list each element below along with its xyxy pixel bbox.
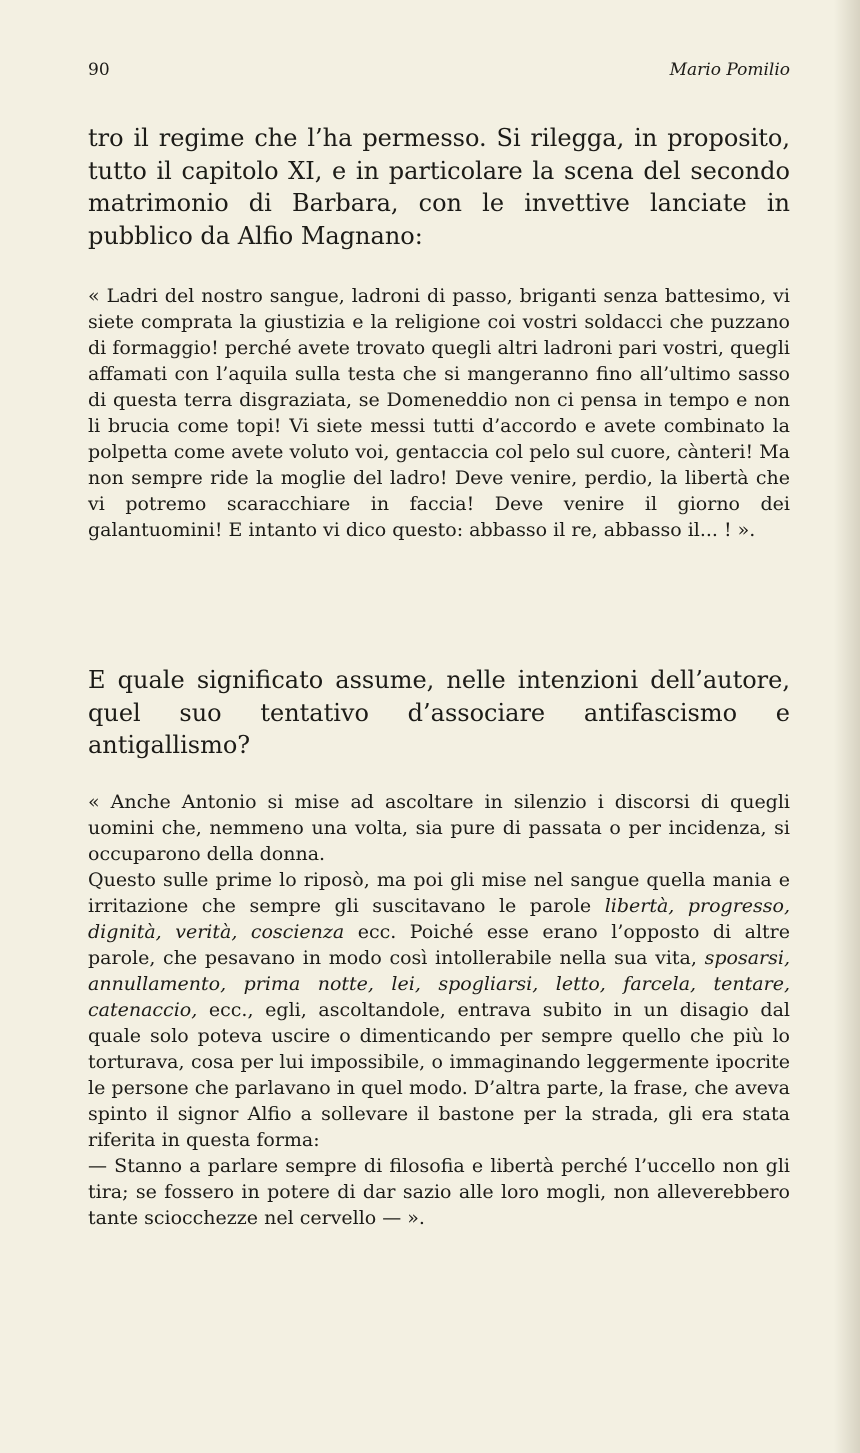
page-edge-shadow <box>834 0 860 1453</box>
block-quote-2-part-1: « Anche Antonio si mise ad ascoltare in silenzio i discorsi di quegli uomini che, nemmeno una volta, sia pure di passata o per incidenza, si occuparono della donna. <box>88 791 790 865</box>
quote-2-end: ecc., egli, ascoltandole, entrava subito in un disagio dal quale solo poteva uscire o dimenticando per sempre quello che più lo torturava, cosa per lui impossibile, o immaginando leggermente ipocrite le persone che parlavano in quel modo. D’altra parte, la frase, che aveva spinto il signor Alfio a sollevare il bastone per la strada, gli era stata riferita in questa forma: <box>88 999 790 1151</box>
block-quote-2-part-3: — Stanno a parlare sempre di filosofia e libertà perché l’uccello non gli tira; se fossero in potere di dar sazio alle loro mogli, non alleverebbero tante sciocchezze nel cervello — ». <box>88 1155 790 1229</box>
quote-2-mid: ecc. Poiché esse erano l’opposto di altre parole, che pesavano in modo così intollerabile nella sua vita, <box>88 921 790 969</box>
quote-2-italic-words-1: libertà, progresso, dignità, verità, coscienza <box>88 895 791 943</box>
block-quote-2 <box>88 789 790 1231</box>
quote-2-italic-words-2: sposarsi, annullamento, prima notte, lei, spogliarsi, letto, farcela, tentare, catenaccio, <box>88 947 790 1021</box>
body-paragraph-1: tro il regime che l’ha permesso. Si rilegga, in proposito, tutto il capitolo XI, e in particolare la scena del secondo matrimonio di Barbara, con le invettive lanciate in pubblico da Alfio Magnano: <box>88 124 790 250</box>
running-head <box>88 60 790 84</box>
running-title: Mario Pomilio <box>669 60 790 80</box>
page-number: 90 <box>88 60 110 80</box>
block-quote-2-part-2 <box>88 867 790 1153</box>
quote-2-intro: Questo sulle prime lo riposò, ma poi gli mise nel sangue quella mania e irritazione che sempre gli suscitavano le parole <box>88 869 790 917</box>
body-paragraph-2: E quale significato assume, nelle intenzioni dell’autore, quel suo tentativo d’associare antifascismo e antigallismo? <box>88 666 790 759</box>
block-quote-1: « Ladri del nostro sangue, ladroni di passo, briganti senza battesimo, vi siete comprata la giustizia e la religione coi vostri soldacci che puzzano di formaggio! perché avete trovato quegli altri ladroni pari vostri, quegli affamati con l’aquila sulla testa che si mangeranno fino all’ultimo sasso di questa terra disgraziata, se Domeneddio non ci pensa in tempo e non li brucia come topi! Vi siete messi tutti d’accordo e avete combinato la polpetta come avete voluto voi, gentaccia col pelo sul cuore, cànteri! Ma non sempre ride la moglie del ladro! Deve venire, perdio, la libertà che vi potremo scaracchiare in faccia! Deve venire il giorno dei galantuomini! E intanto vi dico questo: abbasso il re, abbasso il... ! ». <box>88 285 790 541</box>
